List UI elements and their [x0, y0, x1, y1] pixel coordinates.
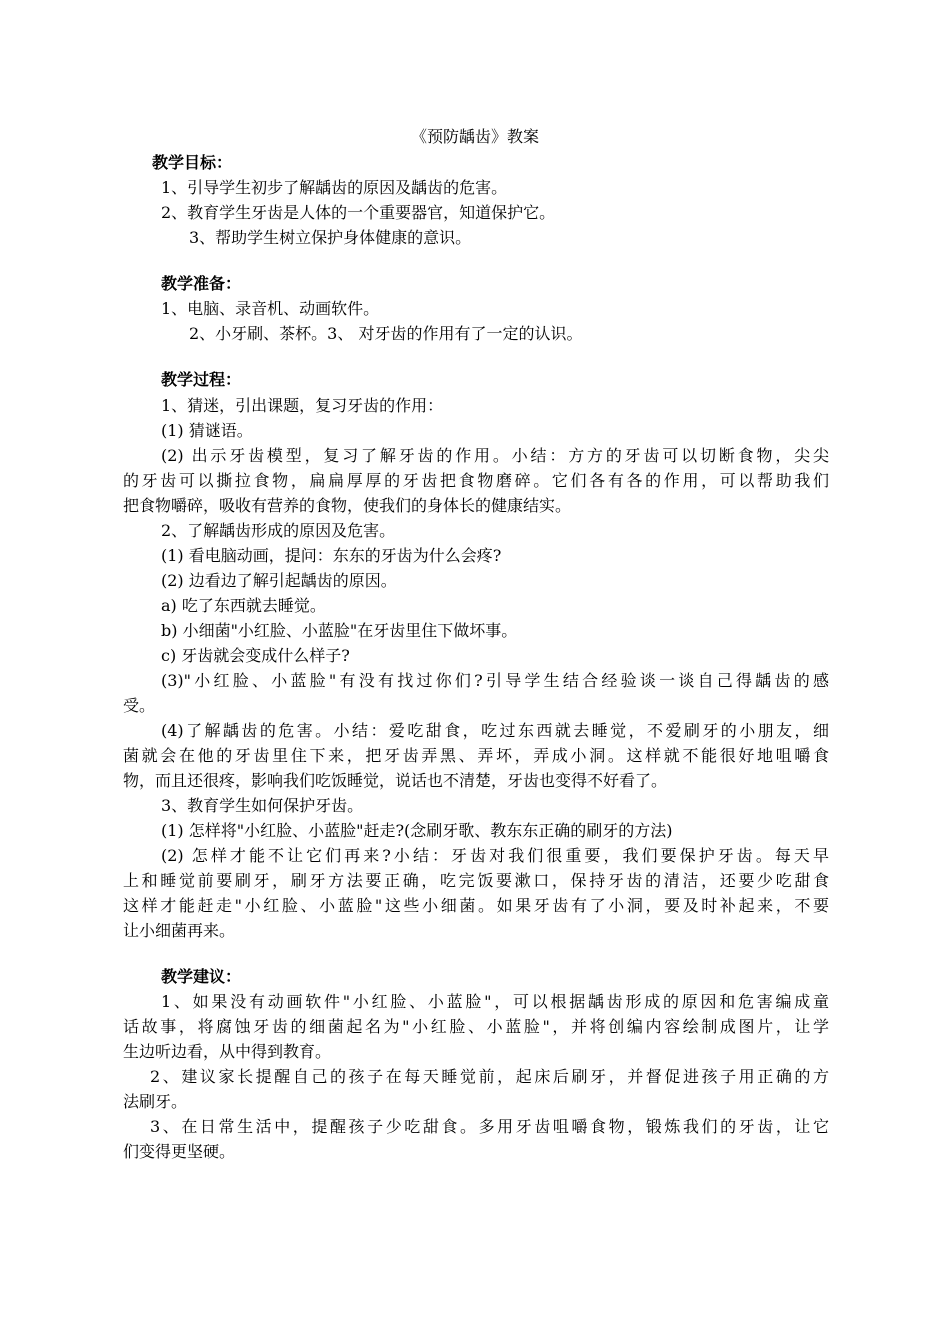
process-line: (3)"小红脸、小蓝脸"有没有找过你们?引导学生结合经验谈一谈自己得龋齿的感 — [161, 671, 829, 690]
prep-item: 2、小牙刷、茶杯。3、 对牙齿的作用有了一定的认识。 — [189, 324, 583, 343]
process-line: b) 小细菌"小红脸、小蓝脸"在牙齿里住下做坏事。 — [161, 621, 518, 640]
suggest-line: 们变得更坚硬。 — [123, 1142, 236, 1161]
suggest-line: 话故事，将腐蚀牙齿的细菌起名为"小红脸、小蓝脸"，并将创编内容绘制成图片，让学 — [123, 1017, 829, 1036]
prep-item: 1、电脑、录音机、动画软件。 — [161, 299, 380, 318]
suggest-line: 3、在日常生活中，提醒孩子少吃甜食。多用牙齿咀嚼食物，锻炼我们的牙齿，让它 — [150, 1117, 829, 1136]
process-line: 的牙齿可以撕拉食物，扁扁厚厚的牙齿把食物磨碎。它们各有各的作用，可以帮助我们 — [123, 471, 829, 490]
process-line: 物，而且还很疼，影响我们吃饭睡觉，说话也不清楚，牙齿也变得不好看了。 — [123, 771, 668, 790]
process-line: a) 吃了东西就去睡觉。 — [161, 596, 326, 615]
process-line: 这样才能赶走"小红脸、小蓝脸"这些小细菌。如果牙齿有了小洞，要及时补起来，不要 — [123, 896, 829, 915]
process-line: 上和睡觉前要刷牙，刷牙方法要正确，吃完饭要漱口，保持牙齿的清洁，还要少吃甜食 — [123, 871, 829, 890]
process-line: (1) 怎样将"小红脸、小蓝脸"赶走?(念刷牙歌、教东东正确的刷牙的方法) — [161, 821, 673, 840]
document-title: 《预防龋齿》教案 — [410, 127, 539, 146]
process-line: 菌就会在他的牙齿里住下来，把牙齿弄黑、弄坏，弄成小洞。这样就不能很好地咀嚼食 — [123, 746, 829, 765]
suggest-line: 1、如果没有动画软件"小红脸、小蓝脸"，可以根据龋齿形成的原因和危害编成童 — [161, 992, 829, 1011]
process-line: (2) 出示牙齿模型，复习了解牙齿的作用。小结：方方的牙齿可以切断食物，尖尖 — [161, 446, 829, 465]
suggest-line: 法刷牙。 — [123, 1092, 188, 1111]
process-line: 把食物嚼碎，吸收有营养的食物，使我们的身体长的健康结实。 — [123, 496, 572, 515]
process-line: c) 牙齿就会变成什么样子? — [161, 646, 350, 665]
suggest-line: 2、建议家长提醒自己的孩子在每天睡觉前，起床后刷牙，并督促进孩子用正确的方 — [150, 1067, 829, 1086]
prep-heading: 教学准备： — [161, 274, 242, 293]
process-line: (1) 猜谜语。 — [161, 421, 253, 440]
goal-item: 1、引导学生初步了解龋齿的原因及龋齿的危害。 — [161, 178, 508, 197]
process-line: (2) 怎样才能不让它们再来?小结：牙齿对我们很重要，我们要保护牙齿。每天早 — [161, 846, 829, 865]
process-line: (2) 边看边了解引起龋齿的原因。 — [161, 571, 397, 590]
process-heading: 教学过程： — [161, 370, 242, 389]
suggest-heading: 教学建议： — [161, 967, 242, 986]
suggest-line: 生边听边看，从中得到教育。 — [123, 1042, 332, 1061]
process-line: 让小细菌再来。 — [123, 921, 236, 940]
process-line: 1、猜迷，引出课题，复习牙齿的作用： — [161, 396, 444, 415]
process-line: (4)了解龋齿的危害。小结：爱吃甜食，吃过东西就去睡觉，不爱刷牙的小朋友，细 — [161, 721, 829, 740]
goal-item: 3、帮助学生树立保护身体健康的意识。 — [189, 228, 472, 247]
process-line: (1) 看电脑动画，提问：东东的牙齿为什么会疼? — [161, 546, 502, 565]
process-line: 2、了解龋齿形成的原因及危害。 — [161, 521, 396, 540]
process-line: 受。 — [123, 696, 156, 715]
goals-heading: 教学目标： — [152, 153, 233, 172]
process-line: 3、教育学生如何保护牙齿。 — [161, 796, 364, 815]
goal-item: 2、教育学生牙齿是人体的一个重要器官，知道保护它。 — [161, 203, 556, 222]
